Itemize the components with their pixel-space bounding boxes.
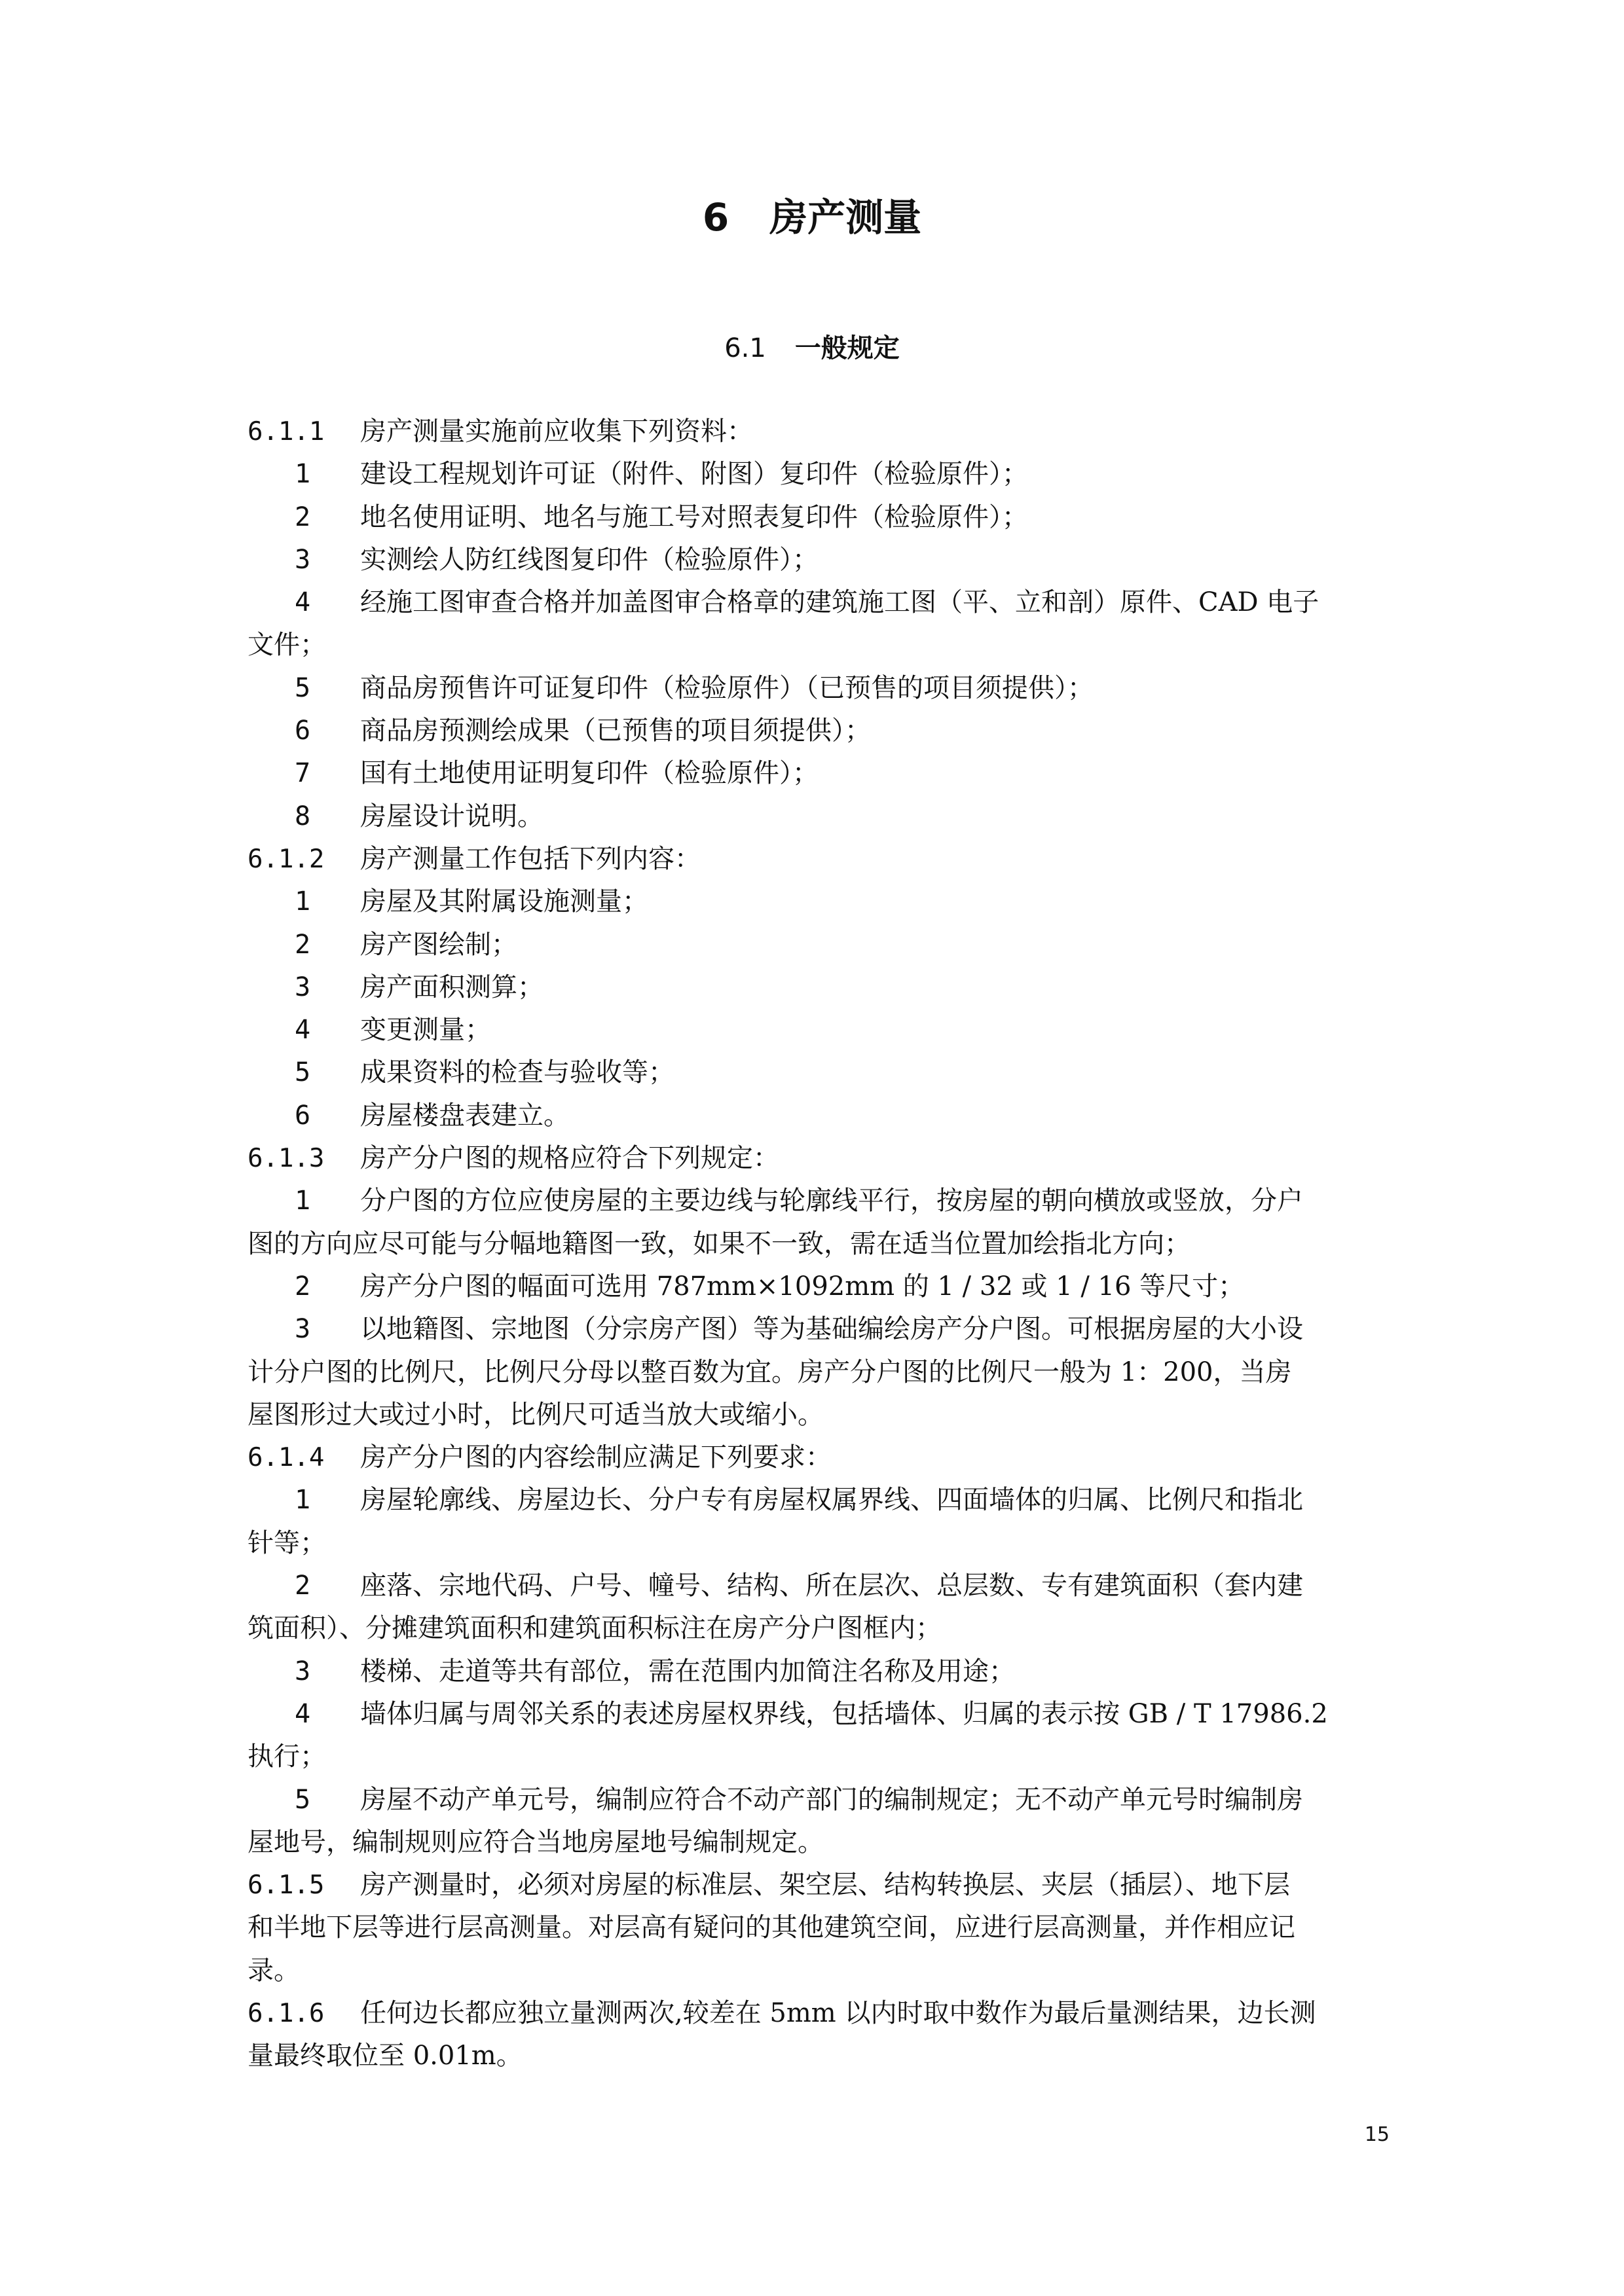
- clause-number: 6.1.3: [248, 1144, 325, 1174]
- line-text: 针等；: [248, 1527, 326, 1558]
- line-text: 座落、宗地代码、户号、幢号、结构、所在层次、总层数、专有建筑面积（套内建: [360, 1571, 1303, 1601]
- list-item-line: [248, 453, 1390, 496]
- clause-number: 6.1.5: [248, 1870, 325, 1901]
- section-number: 6.1: [724, 333, 766, 363]
- clause-line: [248, 410, 1390, 453]
- continuation-line: [248, 1821, 1390, 1864]
- list-item-line: [248, 667, 1390, 710]
- line-text: 商品房预售许可证复印件（检验原件）（已预售的项目须提供）；: [360, 672, 1094, 703]
- line-text: 计分户图的比例尺，比例尺分母以整百数为宜。房产分户图的比例尺一般为 1：200，当房: [248, 1357, 1292, 1387]
- item-number: 4: [295, 587, 311, 618]
- line-text: 房产分户图的幅面可选用 787mm×1092mm 的 1 / 32 或 1 / 16 等尺寸；: [360, 1271, 1245, 1302]
- line-text: 房产面积测算；: [360, 972, 544, 1002]
- line-text: 房屋及其附属设施测量；: [360, 886, 648, 917]
- line-text: 房产测量工作包括下列内容：: [360, 843, 701, 874]
- clause-line: [248, 1137, 1390, 1180]
- line-text: 图的方向应尽可能与分幅地籍图一致，如果不一致，需在适当位置加绘指北方向；: [248, 1228, 1190, 1259]
- clause-line: [248, 838, 1390, 881]
- line-text: 房产测量时，必须对房屋的标准层、架空层、结构转换层、夹层（插层）、地下层: [360, 1870, 1290, 1901]
- list-item-line: [248, 881, 1390, 923]
- document-body: [248, 410, 1390, 2078]
- continuation-line: [248, 1607, 1390, 1650]
- item-number: 5: [295, 1057, 311, 1088]
- clause-line: [248, 1436, 1390, 1479]
- item-number: 3: [295, 972, 311, 1002]
- list-item-line: [248, 966, 1390, 1009]
- list-item-line: [248, 539, 1390, 581]
- list-item-line: [248, 496, 1390, 539]
- line-text: 量最终取位至 0.01m。: [248, 2041, 523, 2071]
- item-number: 8: [295, 801, 311, 831]
- line-text: 地名使用证明、地名与施工号对照表复印件（检验原件）；: [360, 501, 1028, 532]
- continuation-line: [248, 624, 1390, 666]
- line-text: 屋图形过大或过小时，比例尺可适当放大或缩小。: [248, 1399, 824, 1430]
- line-text: 屋地号，编制规则应符合当地房屋地号编制规定。: [248, 1827, 824, 1857]
- continuation-line: [248, 1394, 1390, 1436]
- list-item-line: [248, 1779, 1390, 1821]
- item-number: 2: [295, 1271, 311, 1302]
- list-item-line: [248, 1051, 1390, 1094]
- item-number: 7: [295, 758, 311, 789]
- line-text: 房屋设计说明。: [360, 801, 544, 831]
- line-text: 分户图的方位应使房屋的主要边线与轮廓线平行，按房屋的朝向横放或竖放，分户: [360, 1186, 1303, 1216]
- list-item-line: [248, 752, 1390, 795]
- line-text: 墙体归属与周邻关系的表述房屋权界线，包括墙体、归属的表示按 GB / T 17986.2: [360, 1698, 1328, 1729]
- list-item-line: [248, 710, 1390, 752]
- line-text: 成果资料的检查与验收等；: [360, 1057, 674, 1088]
- line-text: 实测绘人防红线图复印件（检验原件）；: [360, 544, 819, 575]
- list-item-line: [248, 1308, 1390, 1351]
- line-text: 执行；: [248, 1741, 326, 1772]
- section-title: [0, 329, 1624, 368]
- list-item-line: [248, 1266, 1390, 1308]
- line-text: 房产分户图的内容绘制应满足下列要求：: [360, 1442, 832, 1473]
- clause-number: 6.1.2: [248, 844, 325, 874]
- list-item-line: [248, 1565, 1390, 1607]
- line-text: 建设工程规划许可证（附件、附图）复印件（检验原件）；: [360, 459, 1028, 490]
- list-item-line: [248, 1693, 1390, 1736]
- list-item-line: [248, 1095, 1390, 1137]
- line-text: 房屋轮廓线、房屋边长、分户专有房屋权属界线、四面墙体的归属、比例尺和指北: [360, 1485, 1303, 1516]
- item-number: 2: [295, 929, 311, 960]
- line-text: 楼梯、走道等共有部位，需在范围内加简注名称及用途；: [360, 1656, 1015, 1686]
- continuation-line: [248, 1950, 1390, 1992]
- line-text: 房屋楼盘表建立。: [360, 1100, 570, 1131]
- continuation-line: [248, 1351, 1390, 1394]
- line-text: 商品房预测绘成果（已预售的项目须提供）；: [360, 716, 871, 746]
- section-title-text: 一般规定: [794, 333, 900, 363]
- item-number: 3: [295, 1656, 311, 1686]
- line-text: 房产测量实施前应收集下列资料：: [360, 416, 753, 446]
- line-text: 房屋不动产单元号，编制应符合不动产部门的编制规定；无不动产单元号时编制房: [360, 1784, 1303, 1815]
- item-number: 1: [295, 459, 311, 490]
- line-text: 录。: [248, 1955, 300, 1986]
- continuation-line: [248, 1906, 1390, 1949]
- line-text: 变更测量；: [360, 1015, 491, 1046]
- clause-line: [248, 1864, 1390, 1906]
- list-item-line: [248, 924, 1390, 966]
- continuation-line: [248, 1736, 1390, 1778]
- chapter-number: 6: [702, 195, 729, 240]
- list-item-line: [248, 1009, 1390, 1051]
- item-number: 1: [295, 886, 311, 917]
- list-item-line: [248, 1479, 1390, 1522]
- item-number: 6: [295, 716, 311, 746]
- line-text: 任何边长都应独立量测两次,较差在 5mm 以内时取中数作为最后量测结果，边长测: [360, 1997, 1316, 2028]
- item-number: 4: [295, 1015, 311, 1046]
- item-number: 2: [295, 1571, 311, 1601]
- item-number: 2: [295, 501, 311, 532]
- line-text: 筑面积）、分摊建筑面积和建筑面积标注在房产分户图框内；: [248, 1613, 942, 1644]
- line-text: 房产图绘制；: [360, 929, 517, 960]
- clause-number: 6.1.1: [248, 417, 325, 446]
- item-number: 1: [295, 1485, 311, 1516]
- list-item-line: [248, 795, 1390, 838]
- item-number: 3: [295, 544, 311, 575]
- chapter-title-text: 房产测量: [769, 195, 922, 240]
- item-number: 5: [295, 672, 311, 703]
- clause-number: 6.1.4: [248, 1443, 325, 1473]
- item-number: 6: [295, 1100, 311, 1131]
- clause-line: [248, 1992, 1390, 2035]
- line-text: 房产分户图的规格应符合下列规定：: [360, 1143, 779, 1174]
- line-text: 文件；: [248, 630, 326, 661]
- continuation-line: [248, 1522, 1390, 1565]
- list-item-line: [248, 1180, 1390, 1222]
- item-number: 3: [295, 1314, 311, 1345]
- line-text: 和半地下层等进行层高测量。对层高有疑问的其他建筑空间，应进行层高测量，并作相应记: [248, 1912, 1295, 1943]
- continuation-line: [248, 1223, 1390, 1266]
- list-item-line: [248, 581, 1390, 624]
- item-number: 4: [295, 1698, 311, 1729]
- chapter-title: [0, 191, 1624, 244]
- continuation-line: [248, 2035, 1390, 2077]
- list-item-line: [248, 1650, 1390, 1693]
- line-text: 以地籍图、宗地图（分宗房产图）等为基础编绘房产分户图。可根据房屋的大小设: [360, 1314, 1303, 1345]
- clause-number: 6.1.6: [248, 1998, 325, 2028]
- page-number: 15: [1364, 2123, 1390, 2146]
- item-number: 1: [295, 1186, 311, 1216]
- line-text: 经施工图审查合格并加盖图审合格章的建筑施工图（平、立和剖）原件、CAD 电子: [360, 587, 1320, 618]
- item-number: 5: [295, 1784, 311, 1815]
- line-text: 国有土地使用证明复印件（检验原件）；: [360, 758, 819, 789]
